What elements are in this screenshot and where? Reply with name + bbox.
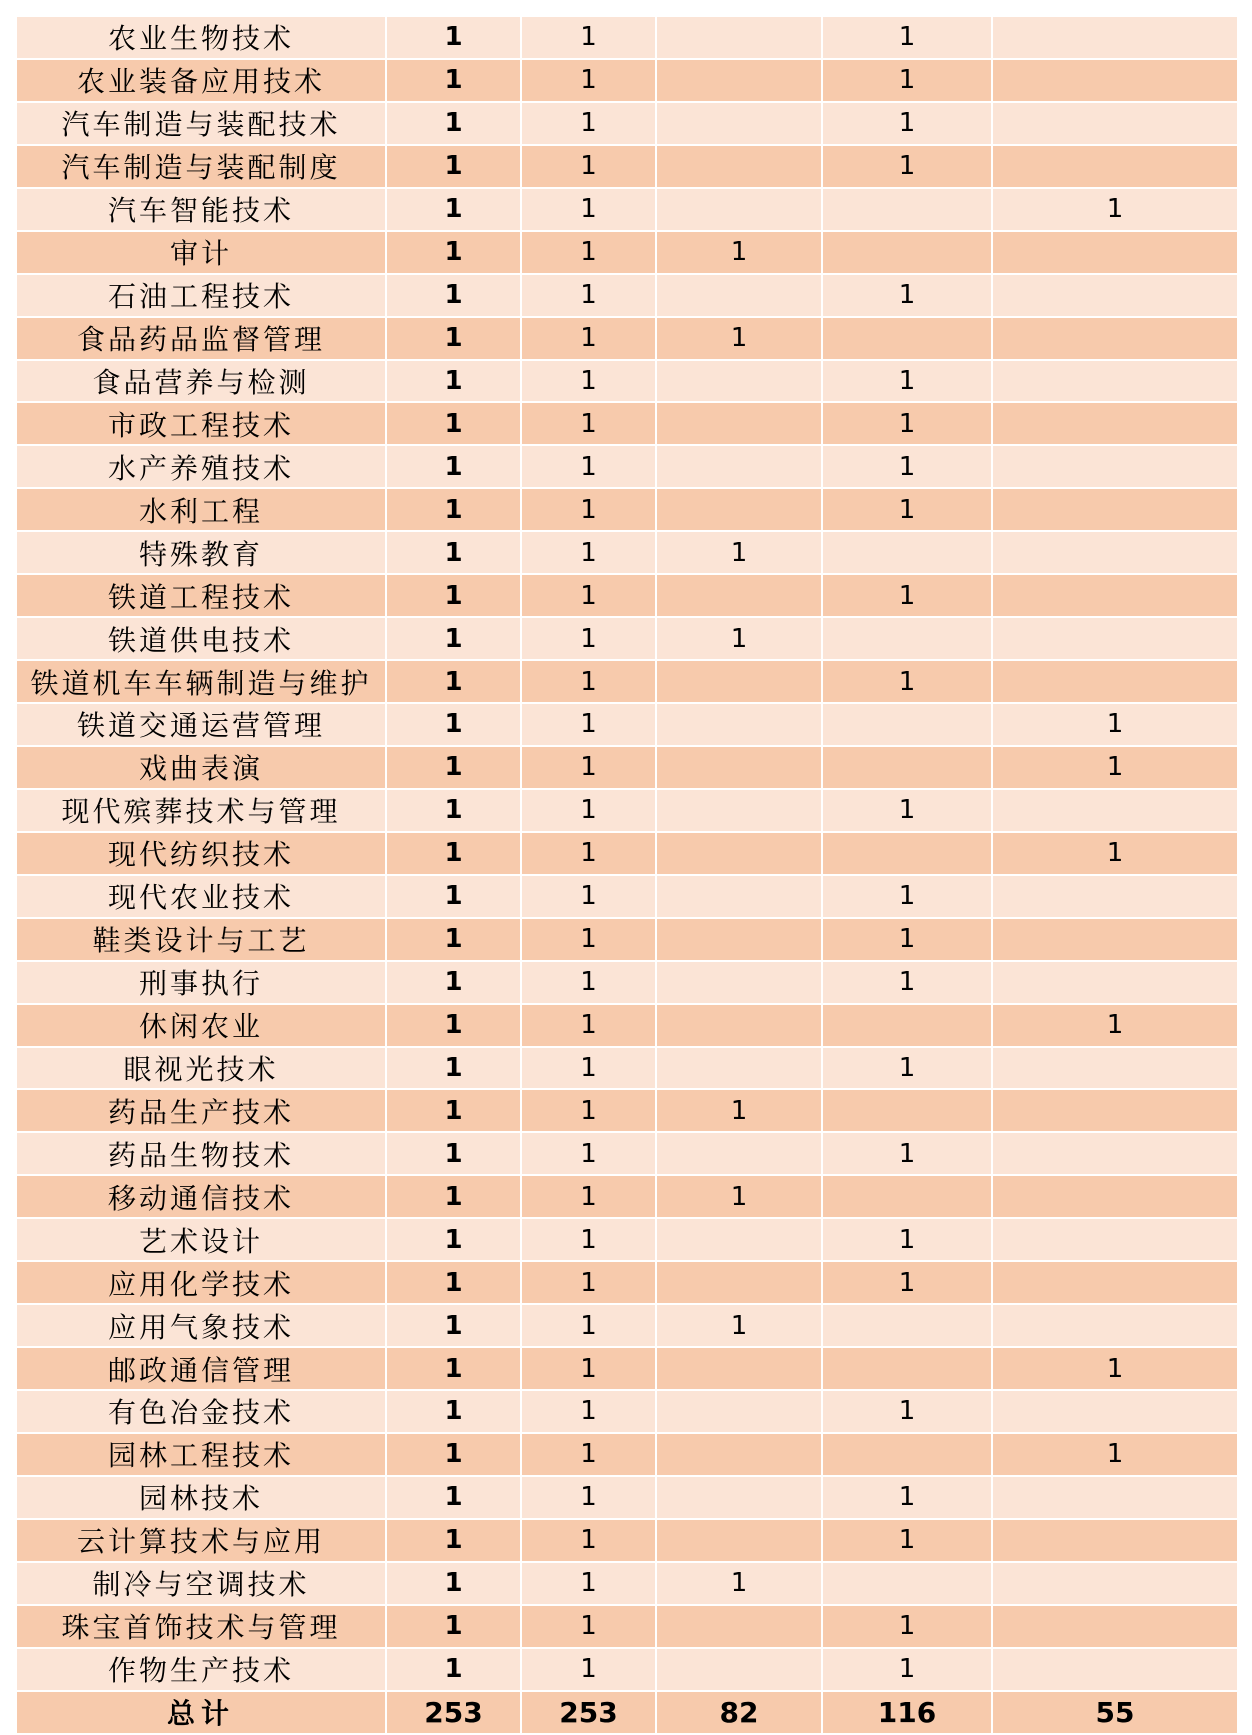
- count-cell-4[interactable]: 1: [822, 1261, 992, 1304]
- major-name-cell[interactable]: 应用气象技术: [16, 1304, 386, 1347]
- major-name-cell[interactable]: 艺术设计: [16, 1218, 386, 1261]
- count-cell-4[interactable]: 1: [822, 961, 992, 1004]
- count-cell-3[interactable]: [656, 703, 822, 746]
- count-cell-1[interactable]: 1: [386, 789, 521, 832]
- count-cell-1[interactable]: 1: [386, 1089, 521, 1132]
- count-cell-1[interactable]: 1: [386, 317, 521, 360]
- count-cell-1[interactable]: 1: [386, 102, 521, 145]
- count-cell-2[interactable]: 1: [521, 1218, 656, 1261]
- table-row: [16, 16, 1238, 59]
- major-name-cell[interactable]: 云计算技术与应用: [16, 1519, 386, 1562]
- count-cell-5[interactable]: [992, 789, 1238, 832]
- table-row: [16, 1519, 1238, 1562]
- count-cell-4[interactable]: [822, 1004, 992, 1047]
- count-cell-5[interactable]: 1: [992, 832, 1238, 875]
- count-cell-1[interactable]: 1: [386, 488, 521, 531]
- major-name-cell[interactable]: 有色冶金技术: [16, 1390, 386, 1433]
- count-cell-5[interactable]: [992, 102, 1238, 145]
- major-name-cell[interactable]: 作物生产技术: [16, 1648, 386, 1691]
- count-cell-2[interactable]: 1: [521, 1089, 656, 1132]
- table-row: [16, 746, 1238, 789]
- major-name-cell[interactable]: 汽车制造与装配制度: [16, 145, 386, 188]
- count-cell-1[interactable]: 1: [386, 617, 521, 660]
- count-cell-5[interactable]: [992, 1605, 1238, 1648]
- count-cell-4[interactable]: 1: [822, 660, 992, 703]
- count-cell-5[interactable]: [992, 1390, 1238, 1433]
- count-cell-3[interactable]: [656, 145, 822, 188]
- table-row: [16, 317, 1238, 360]
- count-cell-3[interactable]: 1: [656, 1304, 822, 1347]
- count-cell-2[interactable]: 1: [521, 231, 656, 274]
- count-cell-4[interactable]: 1: [822, 402, 992, 445]
- total-label-cell[interactable]: 总计: [16, 1691, 386, 1734]
- major-name-cell[interactable]: 休闲农业: [16, 1004, 386, 1047]
- count-cell-5[interactable]: [992, 1218, 1238, 1261]
- count-cell-1[interactable]: 1: [386, 360, 521, 403]
- major-name-cell[interactable]: 水产养殖技术: [16, 445, 386, 488]
- major-name-cell[interactable]: 铁道供电技术: [16, 617, 386, 660]
- count-cell-3[interactable]: [656, 746, 822, 789]
- table-row: [16, 402, 1238, 445]
- count-cell-3[interactable]: 1: [656, 531, 822, 574]
- major-name-cell[interactable]: 农业装备应用技术: [16, 59, 386, 102]
- count-cell-1[interactable]: 1: [386, 1261, 521, 1304]
- major-name-cell[interactable]: 制冷与空调技术: [16, 1562, 386, 1605]
- count-cell-3[interactable]: [656, 832, 822, 875]
- count-cell-1[interactable]: 1: [386, 918, 521, 961]
- count-cell-3[interactable]: 1: [656, 231, 822, 274]
- count-cell-1[interactable]: 1: [386, 1605, 521, 1648]
- table-row: [16, 1390, 1238, 1433]
- count-cell-4[interactable]: [822, 317, 992, 360]
- count-cell-1[interactable]: 1: [386, 1347, 521, 1390]
- count-cell-5[interactable]: [992, 1132, 1238, 1175]
- count-cell-2[interactable]: 1: [521, 1047, 656, 1090]
- table-row: [16, 1304, 1238, 1347]
- count-cell-4[interactable]: 1: [822, 1605, 992, 1648]
- major-name-cell[interactable]: 药品生物技术: [16, 1132, 386, 1175]
- count-cell-3[interactable]: 1: [656, 617, 822, 660]
- count-cell-1[interactable]: 1: [386, 402, 521, 445]
- count-cell-2[interactable]: 1: [521, 1390, 656, 1433]
- table-row: [16, 1047, 1238, 1090]
- major-name-cell[interactable]: 水利工程: [16, 488, 386, 531]
- count-cell-4[interactable]: [822, 231, 992, 274]
- majors-table: [15, 15, 1239, 1735]
- count-cell-3[interactable]: 1: [656, 1562, 822, 1605]
- table-row: [16, 360, 1238, 403]
- count-cell-4[interactable]: [822, 832, 992, 875]
- major-name-cell[interactable]: 移动通信技术: [16, 1175, 386, 1218]
- table-row: [16, 918, 1238, 961]
- count-cell-3[interactable]: [656, 1218, 822, 1261]
- count-cell-4[interactable]: [822, 703, 992, 746]
- count-cell-5[interactable]: [992, 488, 1238, 531]
- count-cell-5[interactable]: 1: [992, 1004, 1238, 1047]
- count-cell-2[interactable]: 1: [521, 1476, 656, 1519]
- count-cell-4[interactable]: 1: [822, 789, 992, 832]
- count-cell-2[interactable]: 1: [521, 360, 656, 403]
- count-cell-1[interactable]: 1: [386, 1175, 521, 1218]
- table-row: [16, 531, 1238, 574]
- major-name-cell[interactable]: 现代纺织技术: [16, 832, 386, 875]
- table-row: [16, 59, 1238, 102]
- table-row: [16, 1347, 1238, 1390]
- count-cell-2[interactable]: 1: [521, 1261, 656, 1304]
- count-cell-2[interactable]: 1: [521, 274, 656, 317]
- table-row: [16, 832, 1238, 875]
- count-cell-1[interactable]: 1: [386, 1433, 521, 1476]
- count-cell-2[interactable]: 1: [521, 317, 656, 360]
- count-cell-2[interactable]: 1: [521, 1519, 656, 1562]
- count-cell-5[interactable]: [992, 875, 1238, 918]
- table-row: [16, 231, 1238, 274]
- count-cell-1[interactable]: 1: [386, 746, 521, 789]
- table-body: [16, 16, 1238, 1734]
- count-cell-2[interactable]: 1: [521, 574, 656, 617]
- count-cell-3[interactable]: [656, 1476, 822, 1519]
- count-cell-2[interactable]: 1: [521, 832, 656, 875]
- table-row: [16, 1218, 1238, 1261]
- count-cell-5[interactable]: 1: [992, 1347, 1238, 1390]
- count-cell-2[interactable]: 1: [521, 961, 656, 1004]
- count-cell-1[interactable]: 1: [386, 59, 521, 102]
- count-cell-2[interactable]: 1: [521, 488, 656, 531]
- count-cell-5[interactable]: [992, 1562, 1238, 1605]
- count-cell-4[interactable]: 1: [822, 145, 992, 188]
- count-cell-1[interactable]: 1: [386, 1476, 521, 1519]
- count-cell-5[interactable]: [992, 574, 1238, 617]
- count-cell-3[interactable]: [656, 1519, 822, 1562]
- major-name-cell[interactable]: 现代殡葬技术与管理: [16, 789, 386, 832]
- count-cell-4[interactable]: [822, 1562, 992, 1605]
- total-cell-5[interactable]: 55: [992, 1691, 1238, 1734]
- count-cell-3[interactable]: [656, 918, 822, 961]
- count-cell-3[interactable]: 1: [656, 1175, 822, 1218]
- count-cell-5[interactable]: [992, 145, 1238, 188]
- major-name-cell[interactable]: 市政工程技术: [16, 402, 386, 445]
- major-name-cell[interactable]: 汽车智能技术: [16, 188, 386, 231]
- count-cell-2[interactable]: 1: [521, 1304, 656, 1347]
- count-cell-3[interactable]: [656, 16, 822, 59]
- table-row: [16, 102, 1238, 145]
- major-name-cell[interactable]: 应用化学技术: [16, 1261, 386, 1304]
- count-cell-2[interactable]: 1: [521, 531, 656, 574]
- table-row: [16, 1089, 1238, 1132]
- table-row: [16, 488, 1238, 531]
- count-cell-4[interactable]: [822, 1347, 992, 1390]
- major-name-cell[interactable]: 戏曲表演: [16, 746, 386, 789]
- count-cell-3[interactable]: [656, 574, 822, 617]
- major-name-cell[interactable]: 眼视光技术: [16, 1047, 386, 1090]
- count-cell-1[interactable]: 1: [386, 1519, 521, 1562]
- count-cell-1[interactable]: 1: [386, 145, 521, 188]
- major-name-cell[interactable]: 园林技术: [16, 1476, 386, 1519]
- count-cell-1[interactable]: 1: [386, 188, 521, 231]
- table-row: [16, 789, 1238, 832]
- major-name-cell[interactable]: 审计: [16, 231, 386, 274]
- count-cell-3[interactable]: [656, 102, 822, 145]
- count-cell-1[interactable]: 1: [386, 445, 521, 488]
- count-cell-1[interactable]: 1: [386, 16, 521, 59]
- count-cell-3[interactable]: [656, 488, 822, 531]
- count-cell-4[interactable]: 1: [822, 445, 992, 488]
- total-row: [16, 1691, 1238, 1734]
- count-cell-5[interactable]: [992, 360, 1238, 403]
- count-cell-5[interactable]: [992, 1476, 1238, 1519]
- count-cell-2[interactable]: 1: [521, 402, 656, 445]
- major-name-cell[interactable]: 食品营养与检测: [16, 360, 386, 403]
- count-cell-4[interactable]: 1: [822, 16, 992, 59]
- count-cell-4[interactable]: [822, 746, 992, 789]
- major-name-cell[interactable]: 现代农业技术: [16, 875, 386, 918]
- count-cell-2[interactable]: 1: [521, 918, 656, 961]
- major-name-cell[interactable]: 农业生物技术: [16, 16, 386, 59]
- count-cell-1[interactable]: 1: [386, 660, 521, 703]
- table-row: [16, 445, 1238, 488]
- count-cell-2[interactable]: 1: [521, 1347, 656, 1390]
- count-cell-4[interactable]: 1: [822, 1390, 992, 1433]
- count-cell-1[interactable]: 1: [386, 961, 521, 1004]
- count-cell-5[interactable]: [992, 961, 1238, 1004]
- count-cell-5[interactable]: [992, 402, 1238, 445]
- count-cell-1[interactable]: 1: [386, 1132, 521, 1175]
- count-cell-4[interactable]: 1: [822, 360, 992, 403]
- count-cell-5[interactable]: 1: [992, 188, 1238, 231]
- count-cell-3[interactable]: [656, 1347, 822, 1390]
- count-cell-2[interactable]: 1: [521, 1175, 656, 1218]
- count-cell-4[interactable]: 1: [822, 1648, 992, 1691]
- count-cell-2[interactable]: 1: [521, 875, 656, 918]
- count-cell-2[interactable]: 1: [521, 789, 656, 832]
- table-row: [16, 1562, 1238, 1605]
- count-cell-2[interactable]: 1: [521, 1648, 656, 1691]
- major-name-cell[interactable]: 铁道交通运营管理: [16, 703, 386, 746]
- table-row: [16, 145, 1238, 188]
- count-cell-2[interactable]: 1: [521, 746, 656, 789]
- count-cell-3[interactable]: [656, 1605, 822, 1648]
- count-cell-3[interactable]: [656, 1433, 822, 1476]
- count-cell-5[interactable]: [992, 1519, 1238, 1562]
- count-cell-5[interactable]: [992, 1304, 1238, 1347]
- count-cell-2[interactable]: 1: [521, 1605, 656, 1648]
- spreadsheet: [15, 15, 1237, 1735]
- count-cell-3[interactable]: [656, 961, 822, 1004]
- count-cell-5[interactable]: [992, 231, 1238, 274]
- major-name-cell[interactable]: 刑事执行: [16, 961, 386, 1004]
- count-cell-4[interactable]: 1: [822, 1218, 992, 1261]
- count-cell-5[interactable]: [992, 1648, 1238, 1691]
- count-cell-4[interactable]: [822, 1433, 992, 1476]
- count-cell-3[interactable]: [656, 1261, 822, 1304]
- count-cell-5[interactable]: 1: [992, 703, 1238, 746]
- count-cell-5[interactable]: [992, 445, 1238, 488]
- count-cell-3[interactable]: [656, 1648, 822, 1691]
- count-cell-4[interactable]: 1: [822, 1476, 992, 1519]
- table-row: [16, 574, 1238, 617]
- count-cell-2[interactable]: 1: [521, 617, 656, 660]
- count-cell-3[interactable]: [656, 1004, 822, 1047]
- count-cell-5[interactable]: 1: [992, 746, 1238, 789]
- table-row: [16, 1261, 1238, 1304]
- count-cell-2[interactable]: 1: [521, 445, 656, 488]
- count-cell-3[interactable]: [656, 875, 822, 918]
- count-cell-4[interactable]: 1: [822, 918, 992, 961]
- count-cell-2[interactable]: 1: [521, 16, 656, 59]
- count-cell-5[interactable]: [992, 1261, 1238, 1304]
- count-cell-3[interactable]: [656, 402, 822, 445]
- table-row: [16, 1004, 1238, 1047]
- count-cell-5[interactable]: [992, 274, 1238, 317]
- count-cell-3[interactable]: [656, 360, 822, 403]
- table-row: [16, 188, 1238, 231]
- count-cell-5[interactable]: [992, 1175, 1238, 1218]
- count-cell-5[interactable]: [992, 660, 1238, 703]
- major-name-cell[interactable]: 汽车制造与装配技术: [16, 102, 386, 145]
- total-cell-4[interactable]: 116: [822, 1691, 992, 1734]
- count-cell-5[interactable]: [992, 617, 1238, 660]
- total-cell-3[interactable]: 82: [656, 1691, 822, 1734]
- count-cell-1[interactable]: 1: [386, 832, 521, 875]
- count-cell-4[interactable]: 1: [822, 488, 992, 531]
- count-cell-3[interactable]: [656, 188, 822, 231]
- table-row: [16, 1476, 1238, 1519]
- count-cell-1[interactable]: 1: [386, 1004, 521, 1047]
- count-cell-4[interactable]: [822, 1089, 992, 1132]
- table-row: [16, 1175, 1238, 1218]
- count-cell-1[interactable]: 1: [386, 703, 521, 746]
- count-cell-3[interactable]: [656, 789, 822, 832]
- count-cell-1[interactable]: 1: [386, 531, 521, 574]
- count-cell-3[interactable]: [656, 445, 822, 488]
- count-cell-4[interactable]: [822, 1175, 992, 1218]
- count-cell-5[interactable]: [992, 918, 1238, 961]
- count-cell-4[interactable]: 1: [822, 102, 992, 145]
- table-row: [16, 1132, 1238, 1175]
- count-cell-4[interactable]: 1: [822, 1132, 992, 1175]
- count-cell-2[interactable]: 1: [521, 660, 656, 703]
- count-cell-5[interactable]: [992, 1047, 1238, 1090]
- count-cell-2[interactable]: 1: [521, 1004, 656, 1047]
- count-cell-2[interactable]: 1: [521, 1132, 656, 1175]
- major-name-cell[interactable]: 特殊教育: [16, 531, 386, 574]
- table-row: [16, 703, 1238, 746]
- total-cell-1[interactable]: 253: [386, 1691, 521, 1734]
- count-cell-4[interactable]: 1: [822, 875, 992, 918]
- total-cell-2[interactable]: 253: [521, 1691, 656, 1734]
- count-cell-5[interactable]: [992, 317, 1238, 360]
- table-row: [16, 1433, 1238, 1476]
- count-cell-4[interactable]: 1: [822, 1519, 992, 1562]
- major-name-cell[interactable]: 铁道机车车辆制造与维护: [16, 660, 386, 703]
- count-cell-3[interactable]: [656, 59, 822, 102]
- count-cell-2[interactable]: 1: [521, 703, 656, 746]
- count-cell-3[interactable]: [656, 1390, 822, 1433]
- count-cell-1[interactable]: 1: [386, 231, 521, 274]
- count-cell-1[interactable]: 1: [386, 574, 521, 617]
- count-cell-5[interactable]: [992, 531, 1238, 574]
- count-cell-4[interactable]: 1: [822, 274, 992, 317]
- count-cell-3[interactable]: 1: [656, 317, 822, 360]
- count-cell-3[interactable]: [656, 660, 822, 703]
- major-name-cell[interactable]: 食品药品监督管理: [16, 317, 386, 360]
- count-cell-1[interactable]: 1: [386, 1648, 521, 1691]
- count-cell-3[interactable]: [656, 1047, 822, 1090]
- count-cell-2[interactable]: 1: [521, 188, 656, 231]
- count-cell-2[interactable]: 1: [521, 102, 656, 145]
- count-cell-2[interactable]: 1: [521, 145, 656, 188]
- table-row: [16, 875, 1238, 918]
- table-row: [16, 617, 1238, 660]
- count-cell-2[interactable]: 1: [521, 1433, 656, 1476]
- count-cell-5[interactable]: [992, 59, 1238, 102]
- count-cell-1[interactable]: 1: [386, 1047, 521, 1090]
- major-name-cell[interactable]: 铁道工程技术: [16, 574, 386, 617]
- major-name-cell[interactable]: 园林工程技术: [16, 1433, 386, 1476]
- count-cell-3[interactable]: [656, 274, 822, 317]
- count-cell-1[interactable]: 1: [386, 875, 521, 918]
- major-name-cell[interactable]: 珠宝首饰技术与管理: [16, 1605, 386, 1648]
- count-cell-1[interactable]: 1: [386, 274, 521, 317]
- count-cell-4[interactable]: [822, 531, 992, 574]
- count-cell-1[interactable]: 1: [386, 1218, 521, 1261]
- count-cell-4[interactable]: [822, 1304, 992, 1347]
- count-cell-4[interactable]: [822, 617, 992, 660]
- count-cell-4[interactable]: 1: [822, 59, 992, 102]
- count-cell-1[interactable]: 1: [386, 1390, 521, 1433]
- count-cell-4[interactable]: [822, 188, 992, 231]
- count-cell-1[interactable]: 1: [386, 1304, 521, 1347]
- major-name-cell[interactable]: 鞋类设计与工艺: [16, 918, 386, 961]
- count-cell-4[interactable]: 1: [822, 1047, 992, 1090]
- table-row: [16, 961, 1238, 1004]
- major-name-cell[interactable]: 药品生产技术: [16, 1089, 386, 1132]
- table-row: [16, 274, 1238, 317]
- count-cell-5[interactable]: [992, 1089, 1238, 1132]
- major-name-cell[interactable]: 石油工程技术: [16, 274, 386, 317]
- count-cell-2[interactable]: 1: [521, 59, 656, 102]
- count-cell-4[interactable]: 1: [822, 574, 992, 617]
- count-cell-3[interactable]: 1: [656, 1089, 822, 1132]
- count-cell-5[interactable]: [992, 16, 1238, 59]
- table-row: [16, 660, 1238, 703]
- table-row: [16, 1605, 1238, 1648]
- count-cell-2[interactable]: 1: [521, 1562, 656, 1605]
- count-cell-3[interactable]: [656, 1132, 822, 1175]
- major-name-cell[interactable]: 邮政通信管理: [16, 1347, 386, 1390]
- count-cell-5[interactable]: 1: [992, 1433, 1238, 1476]
- count-cell-1[interactable]: 1: [386, 1562, 521, 1605]
- table-row: [16, 1648, 1238, 1691]
